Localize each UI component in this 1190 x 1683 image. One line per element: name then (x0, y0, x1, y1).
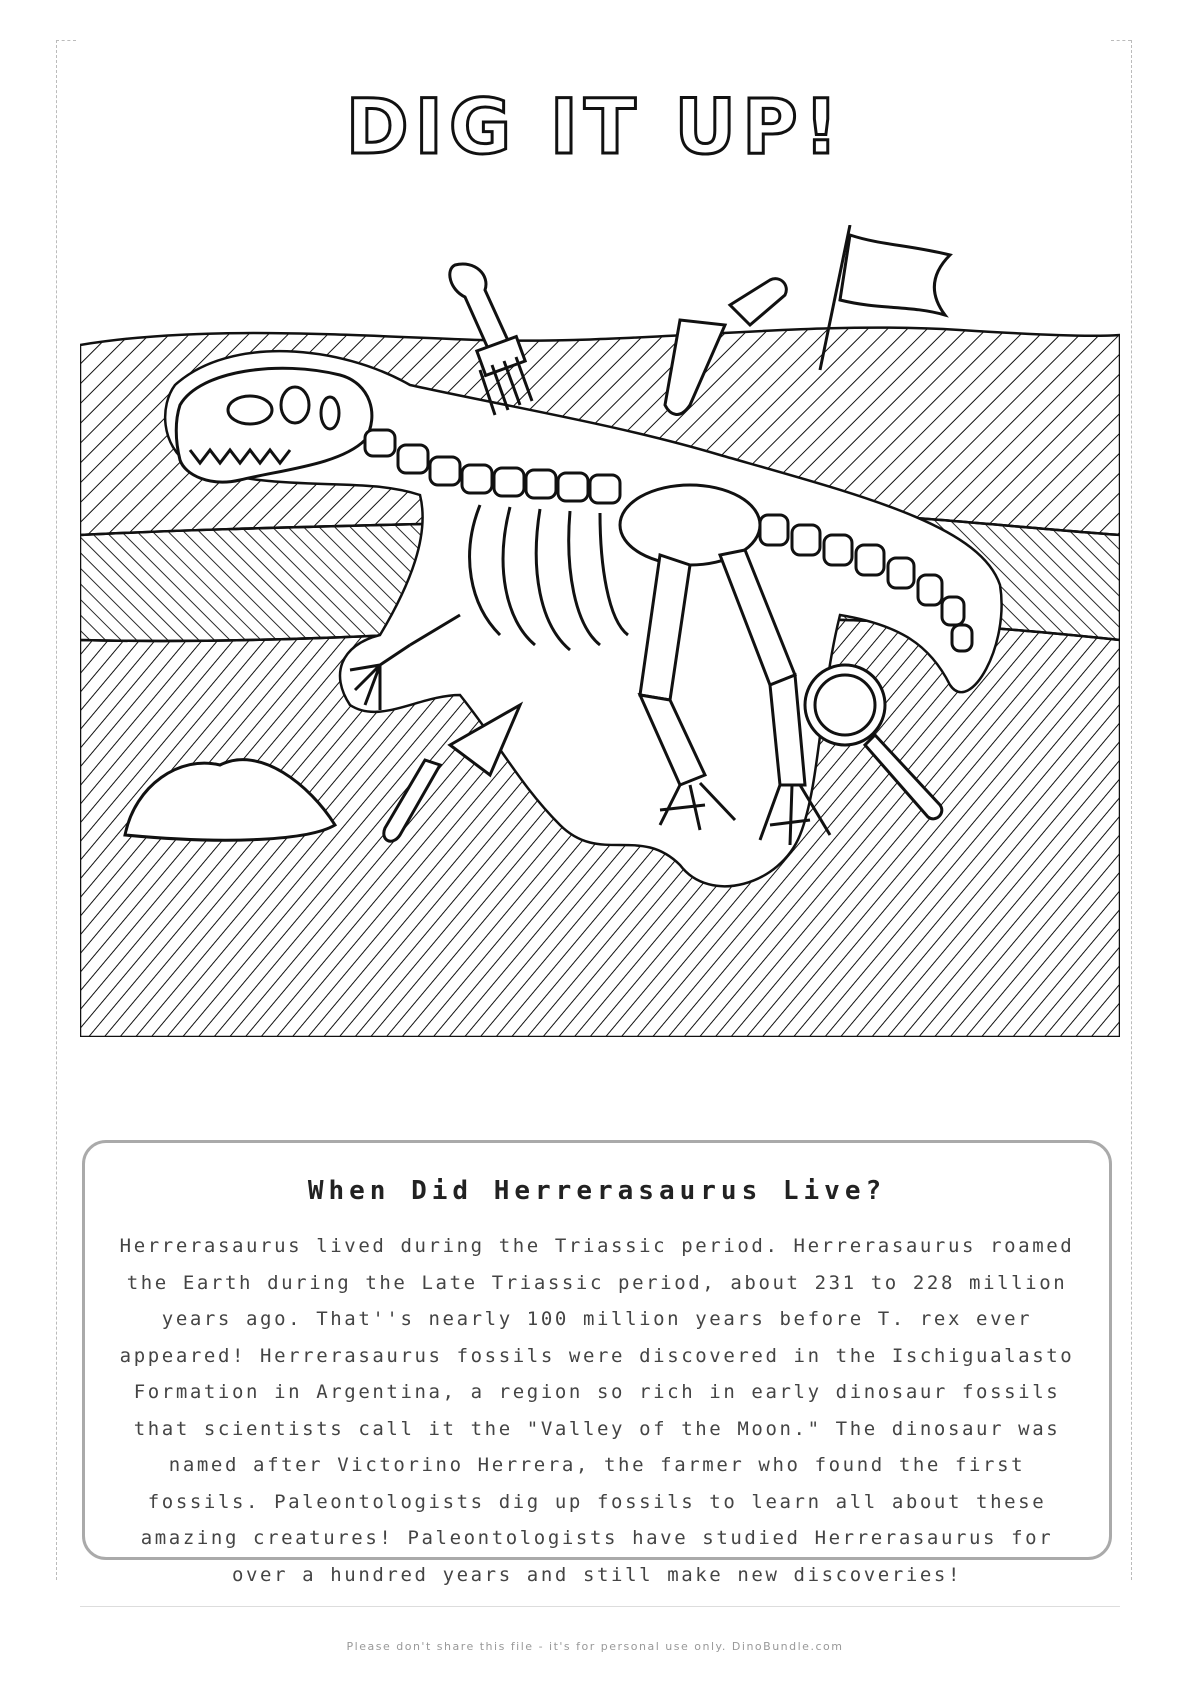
info-body: Herrerasaurus lived during the Triassic period. Herrerasaurus roamed the Earth during the Late Triassic period, about 231 to 228 million years ago. That''s nearly 100 million years before T. rex ever appeared! Herrerasaurus fossils were discovered in the Ischigualasto Formation in Argentina, a region so rich in early dinosaur fossils that scientists call it the "Valley of the Moon." The dinosaur was named after Victorino Herrera, the farmer who found the first fossils. Paleontologists dig up fossils to learn all about these amazing creatures! Paleontologists have studied Herrerasaurus for over a hundred years and still make new discoveries! (119, 1235, 1075, 1586)
cut-line-left (56, 40, 57, 1580)
cut-line-right (1131, 40, 1132, 1580)
footer-divider (80, 1606, 1120, 1607)
cut-mark-top-left (56, 40, 76, 41)
footer-note: Please don't share this file - it's for personal use only. DinoBundle.com (346, 1640, 844, 1653)
cut-mark-top-right (1111, 40, 1131, 41)
info-heading: When Did Herrerasaurus Live? (307, 1176, 887, 1206)
dig-site-illustration (80, 225, 1120, 1037)
page-title: DIG IT UP! (345, 82, 845, 171)
